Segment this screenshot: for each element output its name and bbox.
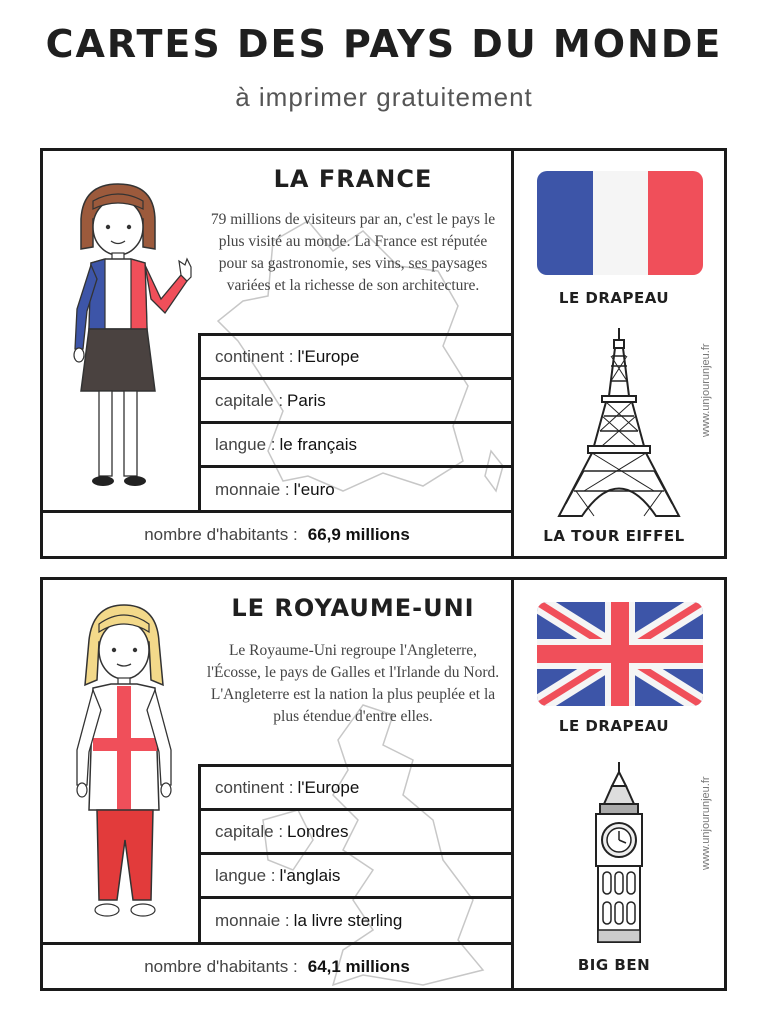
flag-label: LE DRAPEAU [558,289,670,307]
page-title: CARTES DES PAYS DU MONDE [45,22,723,66]
population-label: nombre d'habitants : [144,524,298,544]
monument-label: LA TOUR EIFFEL [543,527,685,545]
info-value: Londres [287,821,349,841]
info-value: l'anglais [279,865,341,885]
eiffel-tower-illustration [554,326,684,521]
info-value: Paris [287,390,326,410]
country-description: Le Royaume-Uni regroupe l'Angleterre, l'Écosse, le pays de Galles et l'Irlande du Nord. L'Angleterre est la nation la plus peuplée et la plus étendue d'entre elles. [206,642,500,725]
country-description: 79 millions de visiteurs par an, c'est le pays le plus visité au monde. La France est réputée pour sa gastronomie, ses vins, ses paysages variées et la richesse de son architecture. [210,211,496,294]
info-row-capitale [201,811,511,855]
population-row [43,510,511,556]
info-label: langue : [215,865,276,885]
info-row-capitale [201,380,511,424]
population-row [43,942,511,988]
population-value: 66,9 millions [307,524,410,544]
watermark-text: www.unjourunjeu.fr [700,776,712,870]
info-label: continent : [215,346,294,366]
info-value: le français [279,434,357,454]
info-label: langue : [215,434,276,454]
info-label: monnaie : [215,911,290,930]
watermark-text: www.unjourunjeu.fr [700,343,712,437]
page-subtitle: à imprimer gratuitement [235,82,533,112]
info-table [198,764,511,943]
symbols-panel [514,580,724,988]
info-table [198,333,511,512]
country-card-uk [40,577,727,991]
info-label: capitale : [215,821,284,841]
info-row-langue [201,424,511,468]
info-label: capitale : [215,390,284,410]
population-label: nombre d'habitants : [144,956,298,976]
flag-label: LE DRAPEAU [558,717,670,735]
info-label: monnaie : [215,480,290,499]
symbols-panel [514,151,724,556]
big-ben-illustration [582,760,656,945]
english-girl-illustration [67,600,197,930]
info-row-continent [201,336,511,380]
country-title: LE ROYAUME-UNI [231,594,475,622]
country-title: LA FRANCE [273,165,433,193]
info-value: l'Europe [297,346,360,366]
info-row-monnaie [201,468,511,512]
info-row-continent [201,767,511,811]
info-value: la livre sterling [293,911,403,930]
union-jack-flag [537,602,703,706]
french-girl-illustration [63,179,193,494]
france-flag [537,171,703,275]
country-card-france [40,148,727,559]
info-row-langue [201,855,511,899]
info-value: l'Europe [297,777,360,797]
info-label: continent : [215,777,294,797]
info-row-monnaie [201,899,511,943]
population-value: 64,1 millions [307,956,410,976]
info-value: l'euro [293,480,335,499]
monument-label: BIG BEN [577,956,651,974]
